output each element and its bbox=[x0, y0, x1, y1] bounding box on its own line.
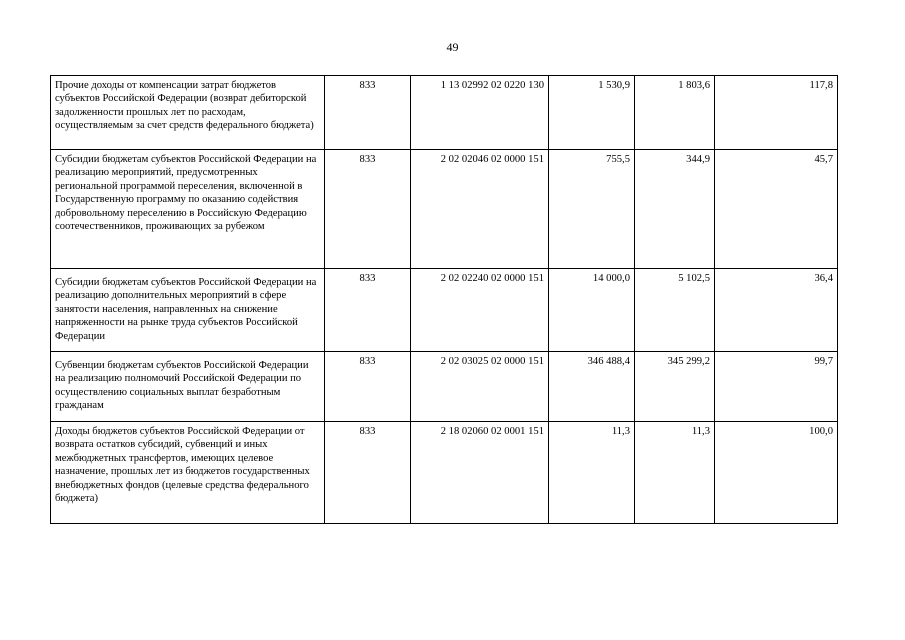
executed-amount-cell: 11,3 bbox=[635, 422, 715, 524]
budget-classification-code-cell: 2 18 02060 02 0001 151 bbox=[411, 422, 549, 524]
revenue-name-cell: Субсидии бюджетам субъектов Российской Федерации на реализацию мероприятий, предусмотренных региональной программой переселения, включенной в Государственную программу по оказанию содействия добровольному переселению в Российскую Федерацию соотечественников, проживающих за рубежом bbox=[51, 150, 325, 269]
planned-amount-cell: 14 000,0 bbox=[549, 269, 635, 352]
administrator-code-cell: 833 bbox=[325, 150, 411, 269]
table-row bbox=[51, 269, 838, 352]
planned-amount-cell: 346 488,4 bbox=[549, 352, 635, 422]
table-row bbox=[51, 422, 838, 524]
execution-percent-cell: 45,7 bbox=[715, 150, 838, 269]
budget-classification-code-cell: 2 02 02046 02 0000 151 bbox=[411, 150, 549, 269]
administrator-code-cell: 833 bbox=[325, 269, 411, 352]
page-number: 49 bbox=[446, 40, 459, 54]
execution-percent-cell: 36,4 bbox=[715, 269, 838, 352]
execution-percent-cell: 100,0 bbox=[715, 422, 838, 524]
revenue-table bbox=[50, 75, 838, 524]
administrator-code-cell: 833 bbox=[325, 352, 411, 422]
executed-amount-cell: 1 803,6 bbox=[635, 76, 715, 150]
executed-amount-cell: 344,9 bbox=[635, 150, 715, 269]
budget-classification-code-cell: 1 13 02992 02 0220 130 bbox=[411, 76, 549, 150]
budget-classification-code-cell: 2 02 02240 02 0000 151 bbox=[411, 269, 549, 352]
revenue-name-cell: Субсидии бюджетам субъектов Российской Федерации на реализацию дополнительных мероприятий в сфере занятости населения, направленных на снижение напряженности на рынке труда субъектов Российской Федерации bbox=[51, 269, 325, 352]
revenue-name-cell: Субвенции бюджетам субъектов Российской Федерации на реализацию полномочий Российской Федерации по осуществлению социальных выплат безработным гражданам bbox=[51, 352, 325, 422]
table-row bbox=[51, 150, 838, 269]
planned-amount-cell: 11,3 bbox=[549, 422, 635, 524]
planned-amount-cell: 1 530,9 bbox=[549, 76, 635, 150]
revenue-name-cell: Доходы бюджетов субъектов Российской Федерации от возврата остатков субсидий, субвенций и иных межбюджетных трансфертов, имеющих целевое назначение, прошлых лет из бюджетов государственных внебюджетных фондов (целевые средства федерального бюджета) bbox=[51, 422, 325, 524]
table-row bbox=[51, 76, 838, 150]
execution-percent-cell: 99,7 bbox=[715, 352, 838, 422]
budget-classification-code-cell: 2 02 03025 02 0000 151 bbox=[411, 352, 549, 422]
executed-amount-cell: 5 102,5 bbox=[635, 269, 715, 352]
revenue-name-cell: Прочие доходы от компенсации затрат бюджетов субъектов Российской Федерации (возврат дебиторской задолженности прошлых лет по расходам, осуществляемым за счет средств федерального бюджета) bbox=[51, 76, 325, 150]
executed-amount-cell: 345 299,2 bbox=[635, 352, 715, 422]
administrator-code-cell: 833 bbox=[325, 422, 411, 524]
administrator-code-cell: 833 bbox=[325, 76, 411, 150]
planned-amount-cell: 755,5 bbox=[549, 150, 635, 269]
execution-percent-cell: 117,8 bbox=[715, 76, 838, 150]
table-row bbox=[51, 352, 838, 422]
